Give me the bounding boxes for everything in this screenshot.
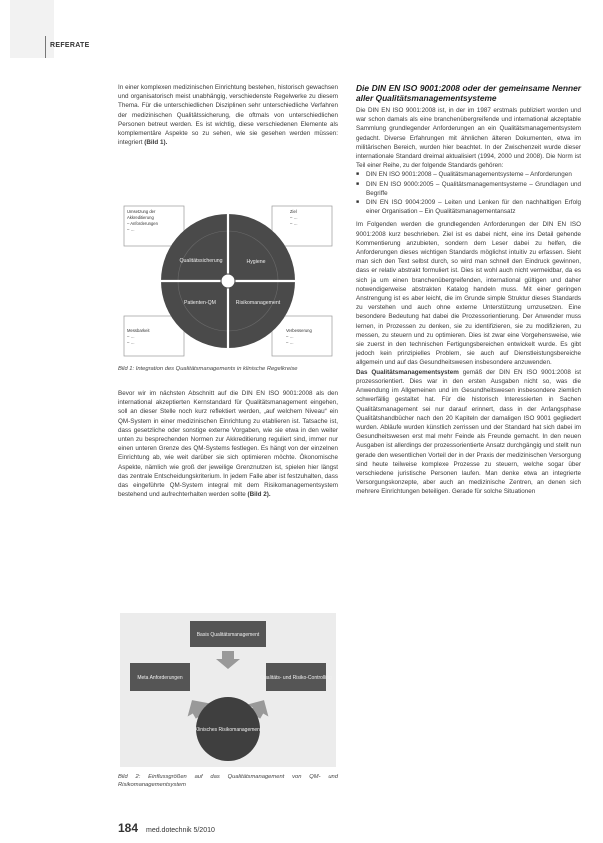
fig1-tr-line1: Ziel [290, 209, 297, 214]
list-item: ■ DIN EN ISO 9000:2005 – Qualitätsmanagementsysteme – Grundlagen und Begriffe [356, 180, 581, 198]
figure-1 [118, 200, 338, 362]
figure-2-caption: Bild 2: Einflussgrößen auf das Qualitätsmanagement von QM- und Risikomanagementsystem [118, 774, 338, 788]
fig2-label-right: Qualitäts- und Risiko-Controlling [260, 675, 332, 681]
fig1-tl-line4: – … [127, 227, 135, 232]
page-footer [118, 821, 215, 835]
right-column [356, 83, 581, 497]
fig1-quadrant-tl: Qualitätssicherung [179, 258, 223, 264]
list-item: ■ DIN EN ISO 9001:2008 – Qualitätsmanagementsysteme – Anforderungen [356, 170, 581, 179]
right-paragraph-1: Die DIN EN ISO 9001:2008 ist, in der im 1987 erstmals publiziert worden und war schon damals als eine branchenübergreifende und international akzeptable Sammlung grundlegender Anforderungen an ein Qualitätsmanagementsystem gedacht. Diverse Erfahrungen mit ähnlichen älteren Dokumenten, etwa im militärischen Bereich, wurden hier beachtet. In der Zwischenzeit wurde dieser internationale Standard dreimal aktualisiert (1994, 2000 und 2008). Die Norm ist Teil einer Reihe, zu der folgende Standards gehören: [356, 107, 581, 170]
fig1-br-line3: – … [286, 340, 294, 345]
right-paragraph-2: Im Folgenden werden die grundlegenden Anforderungen der DIN EN ISO 9001:2008 kurz beschrieben. Ziel ist es dabei nicht, eine ins Detail gehende Kommentierung anzubieten, sondern dem Leser dabei zu helfen, die Anforderungen dieses wichtigen Standards möglichst intuitiv zu erfassen. Sieht man sich den Text selbst durch, so wird man schnell den Eindruck gewinnen, dass er relativ abstrakt formuliert ist. Dies ist wohl auch nicht vermeidbar, da es sich ja um einen branchenübergreifenden, international gültigen und daher notwendigerweise abstrakten Katalog handeln muss. Mit einer geringen Anstrengung ist es aber leicht, die im Grunde simple Struktur dieses Standards zu verstehen und auch ohne externe Unterstützung umzusetzen. Eine besondere Bedeutung hat dabei die Prozessorientierung. Der Anwender muss lernen, in Prozessen zu denken, sie zu identifizieren, sie zu modifizieren, zu messen, zu steuern und zu optimieren. Dies ist zwar eine Vorgehensweise, wie sie zuerst in den technischen Fertigungsbereichen entwickelt wurde. Es gibt jedoch kein prinzipielles Problem, sie auch auf Dienstleistungsbereiche allgemein und auf das Gesundheitswesen insbesondere anzuwenden. [356, 221, 581, 367]
fig1-tl-line3: – Anforderungen [127, 221, 158, 226]
journal-issue: med.dotechnik 5/2010 [145, 827, 215, 834]
left-paragraph-1: In einer komplexen medizinischen Einrichtung bestehen, historisch gewachsen und organisatorisch meist unabhängig, verschiedenste Regelwerke zu diesem Thema. Für die unterschiedlichen Disziplinen sehr unterschiedliche Verfahren der medizinischen Qualitätssicherung, die oftmals von unterschiedlichen Personen betreut werden. Es ist wichtig, diese verschiedenen Elemente als komplementäre Aspekte so zu sehen, wie sie gesehen werden müssen: integriert (Bild 1). [118, 84, 338, 147]
bild2-reference: (Bild 2). [247, 491, 271, 499]
fig2-label-left: Meta Anforderungen [137, 675, 183, 681]
section-label: REFERATE [50, 42, 90, 49]
fig1-quadrant-br: Risikomanagement [235, 300, 281, 306]
fig1-tr-line3: – … [290, 221, 298, 226]
fig1-tr-line2: – … [290, 215, 298, 220]
fig1-br-line1: Verbesserung [286, 328, 312, 333]
left-column-lower [118, 389, 338, 499]
fig1-center-hub [221, 274, 235, 288]
qms-term: Das Qualitätsmanagementsystem [356, 368, 459, 376]
figure-1-caption: Bild 1: Integration des Qualitätsmanagements in klinische Regelkreise [118, 366, 298, 372]
section-heading: Die DIN EN ISO 9001:2008 oder der gemeinsame Nenner aller Qualitätsmanagementsysteme [356, 83, 581, 103]
fig1-box-bottom-right [272, 316, 332, 356]
fig1-bl-line3: – … [127, 340, 135, 345]
page-number: 184 [118, 821, 139, 835]
fig1-br-line2: – … [286, 334, 294, 339]
list-item: ■ DIN EN ISO 9004:2009 – Leiten und Lenken für den nachhaltigen Erfolg einer Organisation – Ein Qualitätsmanagementansatz [356, 198, 581, 216]
fig1-box-top-right [272, 206, 332, 246]
header-divider [45, 36, 46, 58]
fig1-quadrant-bl: Patienten-QM [183, 300, 217, 306]
left-paragraph-2: Bevor wir im nächsten Abschnitt auf die DIN EN ISO 9001:2008 als den international akzeptierten Kernstandard für Qualitätsmanagement eingehen, soll an dieser Stelle noch kurz reflektiert werden, „auf welchem Niveau“ ein QM-System in einer medizinischen Einrichtung zu etablieren ist. Tatsache ist, dass gesetzliche oder sonstige externe Vorgaben, wie sie etwa in den weiter unten zu besprechenden Normen zur Akkreditierung reguliert sind, immer nur einen unteren Grenze des QM-Systems festlegen. Es hängt von der einzelnen Einrichtung ab, wie weit darüber sie sich optimieren möchte. Ökonomische Aspekte, nämlich wie groß der jeweilige Grenznutzen ist, spielen hier längst das zentrale Entscheidungskriterium. In jedem Falle aber ist festzuhalten, dass das eingeführte QM-System integral mit dem Risikomanagementsystem bestehend und aufrechterhalten werden sollte (Bild 2). [118, 390, 338, 499]
fig1-tl-line1: Umsetzung der [127, 209, 156, 214]
fig2-label-bottom: Klinisches Risikomanagement [194, 727, 262, 733]
fig1-bl-line1: Messbarkeit [127, 328, 150, 333]
figure-2 [118, 611, 338, 769]
fig1-bl-line2: – … [127, 334, 135, 339]
header-tab [10, 0, 54, 58]
fig1-quadrant-tr: Hygiene [246, 259, 266, 265]
bild1-reference: (Bild 1). [144, 139, 168, 147]
right-paragraph-3: Das Qualitätsmanagementsystem gemäß der DIN EN ISO 9001:2008 ist prozessorientiert. Dies war in den ersten Ausgaben nicht so, was die Anwendung im Allgemeinen und im Gesundheitswesen insbesondere ziemlich schwerfällig gestaltet hat. Für die historisch Interessierten in Sachen Qualitätsmanagement sei nur darauf erinnert, dass in der Anfangsphase Qualitätshandbücher nach den 20 Kapiteln der damaligen ISO 9001 gegliedert wurden. Abläufe wurden künstlich zerrissen und der Standard hat sich dabei im Gesundheitswesen erst mal mehr Feinde als Freunde gemacht. In den neuen Ausgaben ist allerdings der prozessorientierte Ansatz durchgängig und stellt nun gerade den wesentlichen Vorteil der in der Praxis der medizinischen Versorgung sind heute teilweise komplexe Prozesse zu steuern, welche sogar über verschiedene juristische Personen laufen. Man denke etwa an integrierte Versorgungskonzepte, aber auch an medizinische Zentren, an denen sich mehrere Einrichtungen beteiligen. Gerade für solche Situationen [356, 368, 581, 496]
left-column [118, 83, 338, 147]
fig2-label-top: Basis Qualitätsmanagement [196, 632, 260, 638]
fig1-tl-line2: Akkreditierung [127, 215, 154, 220]
